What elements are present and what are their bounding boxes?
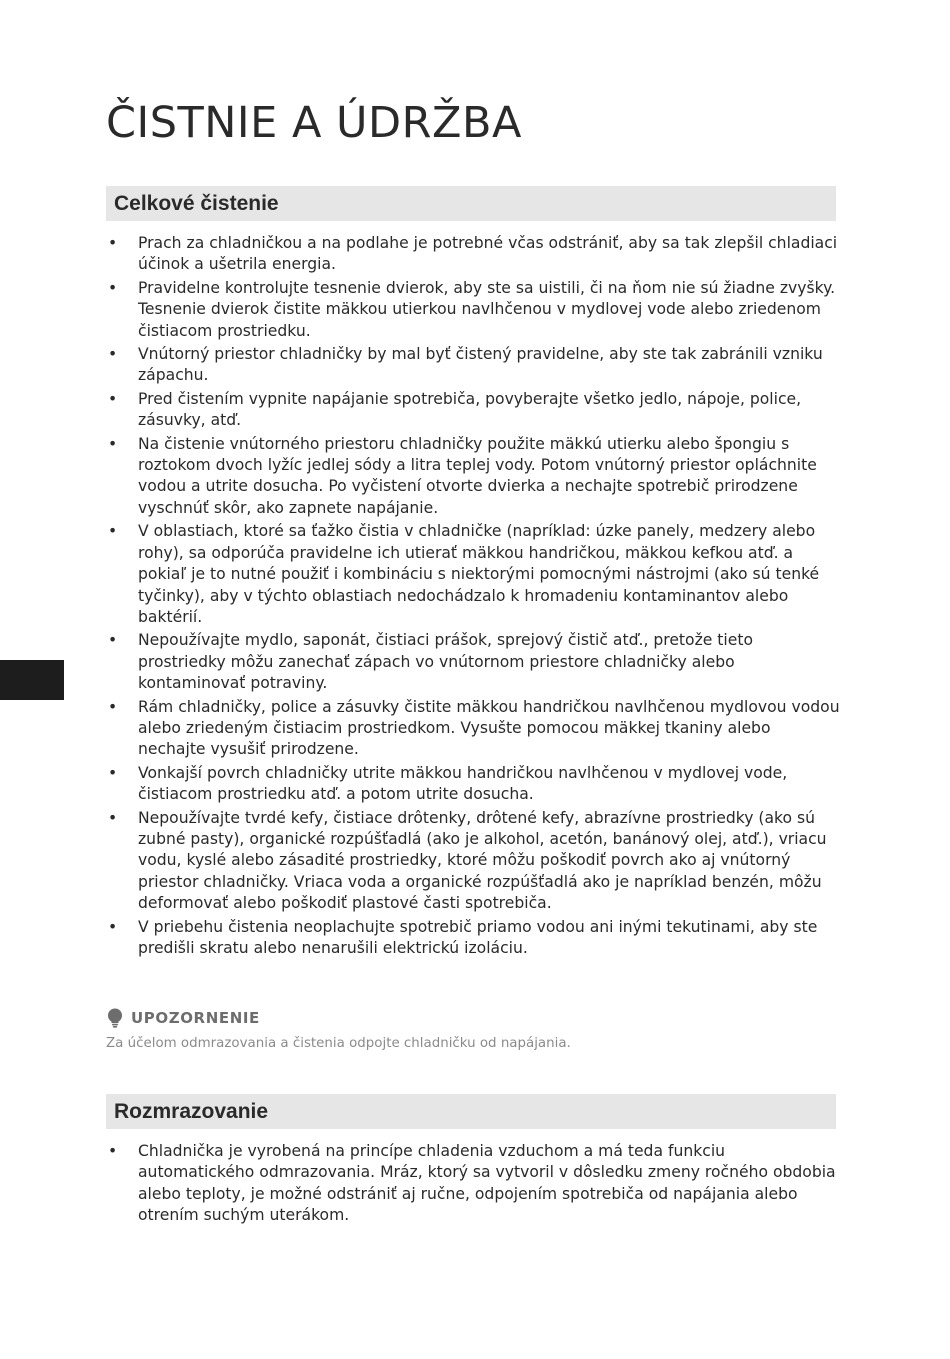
section-heading: Celkové čistenie — [114, 192, 279, 215]
list-item-text: Rám chladničky, police a zásuvky čistite mäkkou handričkou navlhčenou mydlovou vodou alebo zriedeným čistiacim prostriedkom. Vysušte pomocou mäkkej tkaniny alebo nechajte vysušiť prirodzene. — [138, 697, 840, 759]
note-header — [106, 1008, 260, 1028]
section-heading: Rozmrazovanie — [114, 1100, 269, 1123]
section-header-defrosting — [106, 1094, 836, 1129]
list-item — [106, 389, 842, 432]
bullet-icon: • — [108, 389, 118, 408]
list-item-text: V priebehu čistenia neoplachujte spotrebič priamo vodou ani inými tekutinami, aby ste predišli skratu alebo nenarušili elektrickú izoláciu. — [138, 917, 818, 957]
list-item-text: Na čistenie vnútorného priestoru chladničky použite mäkkú utierku alebo špongiu s roztokom dvoch lyžíc jedlej sódy a litra teplej vody. Potom vnútorný priestor opláchnite vodou a utrite dosucha. Po vyčistení otvorte dvierka a nechajte spotrebič prirodzene vyschnúť skôr, ako zapnete napájanie. — [138, 434, 817, 517]
list-item — [106, 808, 842, 915]
list-item-text: Pred čistením vypnite napájanie spotrebiča, povyberajte všetko jedlo, nápoje, police, zásuvky, atď. — [138, 389, 802, 430]
bullet-icon: • — [108, 234, 118, 252]
bullet-icon: • — [108, 345, 118, 364]
side-tab-marker — [0, 660, 64, 700]
list-item — [106, 697, 842, 761]
bullet-icon: • — [108, 763, 118, 782]
list-item-text: Nepoužívajte tvrdé kefy, čistiace drôtenky, drôtené kefy, abrazívne prostriedky (ako sú zubné pasty), organické rozpúšťadlá (ako je alkohol, acetón, banánový olej, atď.), vriacu vodu, kyslé alebo zásadité prostriedky, ktoré môžu poškodiť povrch ako aj vnútorný priestor chladničky. Vriaca voda a organické rozpúšťadlá ako je napríklad benzén, môžu deformovať alebo poškodiť plastové časti spotrebiča. — [138, 808, 827, 913]
list-item-text: Nepoužívajte mydlo, saponát, čistiaci prášok, sprejový čistič atď., pretože tieto prostriedky môžu zanechať zápach vo vnútornom priestore chladničky alebo kontaminovať potraviny. — [138, 631, 754, 693]
list-item — [106, 233, 842, 276]
bullet-icon: • — [108, 1142, 118, 1160]
list-item-text: Prach za chladničkou a na podlahe je potrebné včas odstrániť, aby sa tak zlepšil chladiaci účinok a ušetrila energia. — [138, 234, 838, 274]
bullet-icon: • — [108, 917, 118, 936]
list-item — [106, 434, 842, 520]
defrosting-list — [106, 1141, 842, 1229]
bullet-icon: • — [108, 697, 118, 716]
page-title: ČISTNIE A ÚDRŽBA — [106, 98, 522, 148]
bullet-icon: • — [108, 522, 118, 541]
list-item-text: Vonkajší povrch chladničky utrite mäkkou handričkou navlhčenou v mydlovej vode, čistiacom prostriedku atď. a potom utrite dosucha. — [138, 763, 788, 804]
lightbulb-icon — [106, 1008, 124, 1028]
list-item — [106, 521, 842, 628]
bullet-icon: • — [108, 631, 118, 650]
bullet-icon: • — [108, 434, 118, 453]
general-cleaning-list — [106, 233, 842, 961]
list-item-text: V oblastiach, ktoré sa ťažko čistia v chladničke (napríklad: úzke panely, medzery alebo rohy), sa odporúča pravidelne ich utierať mäkkou handričkou, mäkkou kefkou atď. a pokiaľ je to nutné použiť i kombináciu s niektorými pomocnými nástrojmi (ako sú tenké tyčinky), aby v týchto oblastiach nedochádzalo k hromadeniu kontaminantov alebo baktérií. — [138, 522, 820, 626]
note-label: UPOZORNENIE — [131, 1009, 260, 1027]
list-item — [106, 630, 842, 694]
bullet-icon: • — [108, 278, 118, 297]
list-item — [106, 344, 842, 387]
list-item — [106, 763, 842, 806]
list-item — [106, 917, 842, 960]
bullet-icon: • — [108, 808, 118, 827]
list-item — [106, 278, 842, 342]
list-item-text: Pravidelne kontrolujte tesnenie dvierok, aby ste sa uistili, či na ňom nie sú žiadne zvyšky. Tesnenie dvierok čistite mäkkou utierkou navlhčenou v mydlovej vode alebo zriedenom čistiacom prostriedku. — [138, 278, 836, 340]
section-header-general-cleaning — [106, 186, 836, 221]
list-item-text: Chladnička je vyrobená na princípe chladenia vzduchom a má teda funkciu automatického odmrazovania. Mráz, ktorý sa vytvoril v dôsledku zmeny ročného obdobia alebo teploty, je možné odstrániť aj ručne, odpojením spotrebiča od napájania alebo otrením suchým uterákom. — [138, 1142, 836, 1225]
list-item — [106, 1141, 842, 1227]
list-item-text: Vnútorný priestor chladničky by mal byť čistený pravidelne, aby ste tak zabránili vzniku zápachu. — [138, 345, 823, 385]
note-text: Za účelom odmrazovania a čistenia odpojte chladničku od napájania. — [106, 1036, 571, 1051]
